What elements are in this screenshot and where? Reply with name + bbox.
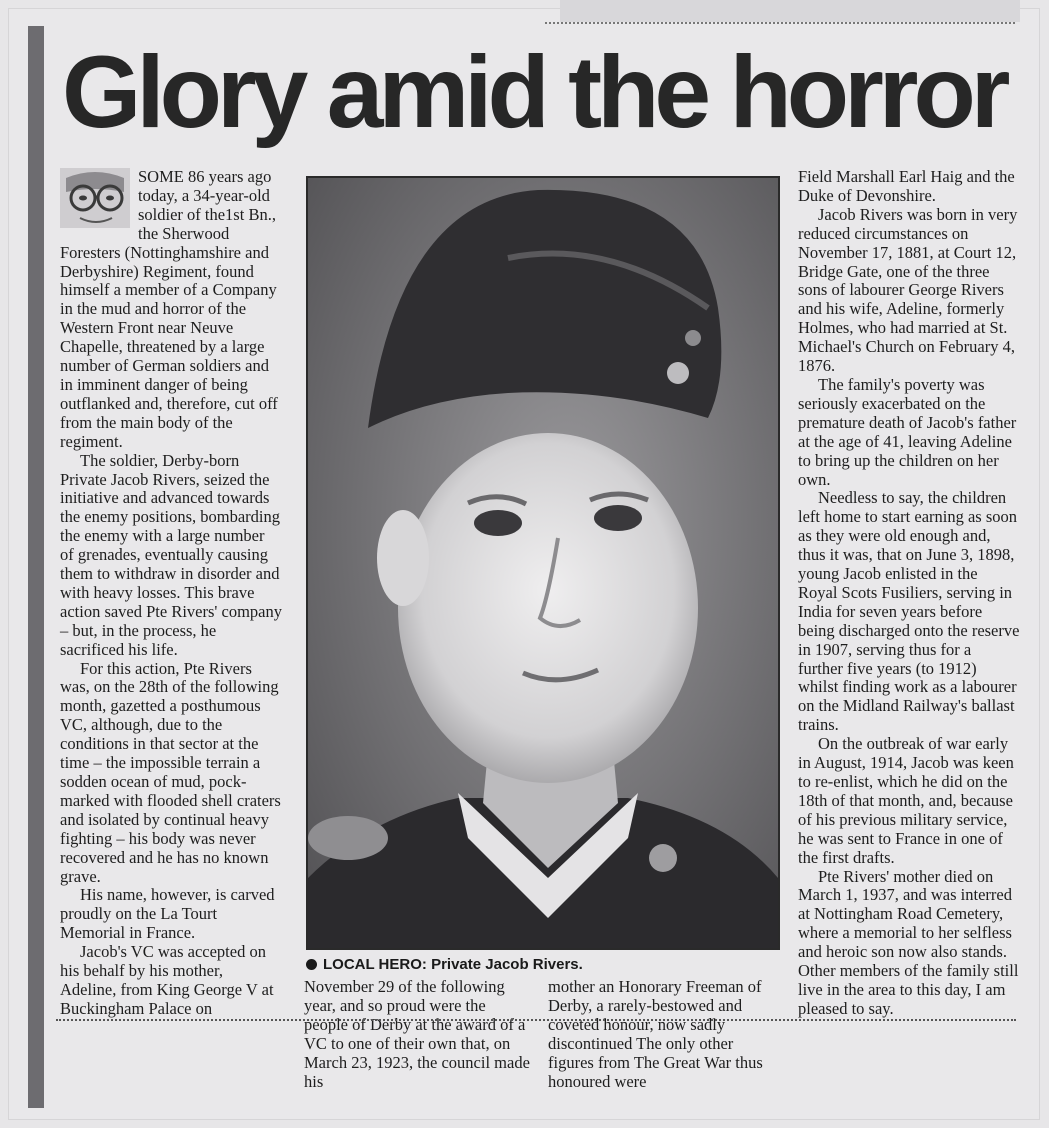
caption-text: Private Jacob Rivers. [431, 956, 583, 973]
portrait-photo [306, 176, 780, 950]
col1-paragraph-1: SOME 86 years ago today, a 34-year-old soldier of the1st Bn., the Sherwood Foresters (Nottinghamshire and Derbyshire) Regiment, found himself a member of a Company in the mud and horror of the Western Front near Neuve Chapelle, threatened by a large number of German soldiers and in imminent danger of being outflanked and, therefore, cut off from the main body of the regiment. [60, 167, 278, 451]
col1-paragraph-3: For this action, Pte Rivers was, on the 28th of the following month, gazetted a posthumous VC, although, due to the conditions in that sector at the time – the impossible terrain a sodden ocean of mud, pock-marked with flooded shell craters and isolated by continual heavy fighting – his body was never recovered and he has no known grave. [60, 658, 281, 886]
headline: Glory amid the horror [62, 35, 1006, 149]
col1-paragraph-5: Jacob's VC was accepted on his behalf by his mother, Adeline, from King George V at Buckingham Palace on [60, 942, 274, 1018]
col1-paragraph-2: The soldier, Derby-born Private Jacob Rivers, seized the initiative and advanced towards the enemy positions, bombarding the enemy with a large number of grenades, eventually causing them to withdraw in disorder and with heavy losses. This brave action saved Pte Rivers' company – but, in the process, he sacrificed his life. [60, 450, 283, 659]
left-border-rule [28, 26, 44, 1108]
article-column-1 [60, 167, 283, 1018]
soldier-portrait-illustration [308, 178, 778, 948]
col3-paragraph-6: Pte Rivers' mother died on March 1, 1937, and was interred at Nottingham Road Cemetery, where a memorial to her selfless and heroic son now also stands. Other members of the family still live in the area to this day, I am pleased to say. [798, 866, 1019, 1018]
bullet-dot-icon [306, 959, 317, 970]
col2b-paragraph: mother an Honorary Freeman of Derby, a rarely-bestowed and coveted honour, now sadly discontinued The only other figures from The Great War thus honoured were [548, 977, 763, 1091]
columnist-with-glasses-icon [60, 168, 130, 228]
photo-caption [306, 954, 776, 976]
col3-paragraph-4: Needless to say, the children left home to start earning as soon as they were old enough and, thus it was, that on June 3, 1898, young Jacob enlisted in the Royal Scots Fusiliers, serving in India for seven years before being discharged onto the reserve in 1907, serving thus for a further five years (to 1912) whilst finding work as a labourer on the Midland Railway's ballast trains. [798, 488, 1020, 735]
col1-paragraph-4: His name, however, is carved proudly on the La Tourt Memorial in France. [60, 885, 275, 943]
caption-label: LOCAL HERO: [323, 956, 427, 973]
col3-paragraph-1: Field Marshall Earl Haig and the Duke of Devonshire. [798, 167, 1015, 205]
bottom-dotted-rule [56, 1019, 1016, 1021]
top-dotted-rule [545, 22, 1015, 24]
torn-top-strip [560, 0, 1020, 22]
article-column-3 [798, 167, 1020, 1018]
col3-paragraph-3: The family's poverty was seriously exacerbated on the premature death of Jacob's father at the age of 41, leaving Adeline to bring up the children on her own. [798, 374, 1017, 489]
col2a-paragraph: November 29 of the following year, and so proud were the people of Derby at the award of a VC to one of their own that, on March 23, 1923, the council made his [304, 977, 530, 1091]
col3-paragraph-2: Jacob Rivers was born in very reduced circumstances on November 17, 1881, at Court 12, Bridge Gate, one of the three sons of labourer George Rivers and his wife, Adeline, formerly Holmes, who had married at St. Michael's Church on February 4, 1876. [798, 204, 1018, 376]
article-column-2b [548, 977, 778, 1091]
article-column-2a [304, 977, 530, 1091]
col3-paragraph-5: On the outbreak of war early in August, 1914, Jacob was keen to re-enlist, which he did on the 18th of that month, and, because of his previous military service, he was sent to France in one of the first drafts. [798, 734, 1014, 867]
